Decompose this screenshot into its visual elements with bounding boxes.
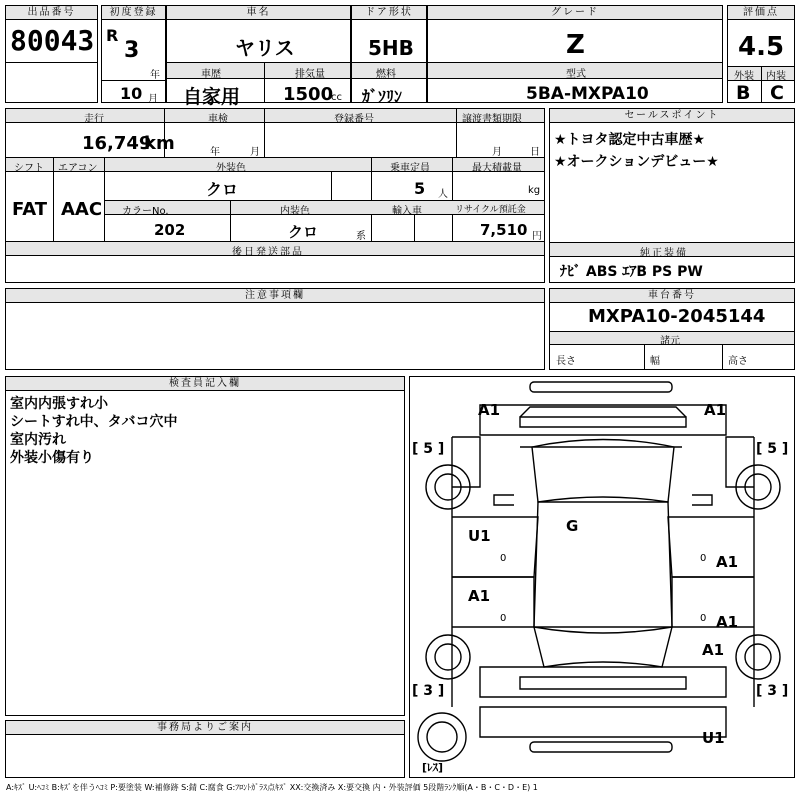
lot-number: 80043 [10,24,95,57]
int-color-label: 内装色 [280,206,310,217]
mark-tire-rr: [ 3 ] [756,683,789,699]
caution-label: 注意事項欄 [6,289,544,303]
import-label: 輸入車 [392,206,422,217]
history-label: 車歴 [201,69,221,80]
spec-height: 高さ [728,356,748,367]
car-diagram [409,376,795,778]
ext-color: クロ [206,180,239,199]
mark-door-rl-zero: 0 [500,613,507,624]
fuel-label: 燃料 [376,69,396,80]
equipment-value: ﾅﾋﾞ ABS ｴｱB PS PW [560,264,703,280]
chassis-label: 車台番号 [550,289,794,303]
score-label: 評価点 [728,6,794,20]
car-name-box [166,5,351,108]
inspector-label: 検査員記入欄 [6,377,404,391]
car-outline [410,377,796,779]
office-box [5,720,405,778]
reg-number-label: 登録番号 [334,114,374,125]
int-color-unit: 系 [356,231,366,242]
int-color: クロ [288,223,319,241]
first-reg-box [101,5,166,103]
recycle-unit: 円 [532,231,542,242]
mark-door-rl: A1 [468,587,491,605]
inspector-box [5,376,405,716]
legend-footer: A:ｷｽﾞ U:ﾍｺﾐ B:ｷｽﾞを伴うﾍｺﾐ P:要塗装 W:補修跡 S:錆 C:腐食 G:ﾌﾛﾝﾄｶﾞﾗｽ点ｷｽﾞ XX:交換済み X:要交換 内・外装評価 5段階ﾗﾝｸ順(A・B・C・D・E) 1 [6,783,538,792]
year-unit: 年 [150,70,160,81]
max-load-label: 最大積載量 [472,163,522,174]
month-num: 10 [120,84,143,103]
shift: FAT [12,199,48,220]
mark-spare: [ﾚｽ] [422,761,444,774]
first-reg-label: 初度登録 [102,6,165,20]
mileage-unit: km [144,133,175,154]
model: 5BA-MXPA10 [526,84,649,104]
door-box [351,5,427,106]
ac-label: エアコン [58,163,98,174]
office-label: 事務局よりご案内 [6,721,404,735]
displacement-unit: cc [331,92,342,103]
exterior-rank: B [736,82,751,104]
interior-label: 内装 [766,71,786,82]
grade-label: グレード [428,6,722,20]
inspection-year: 年 [210,147,220,158]
spec-width: 幅 [650,356,660,367]
later-parts-label: 後日発送部品 [232,247,304,258]
inspection-label: 車検 [208,114,228,125]
car-name: ヤリス [235,36,295,60]
mark-door-rr: A1 [716,613,739,631]
history: 自家用 [183,86,241,108]
sales-label: セールスポイント [550,109,794,123]
door: 5HB [368,36,414,60]
max-load-unit: kg [528,185,541,196]
sales-box [549,108,795,283]
recycle-label: リサイクル預託金 [455,205,526,215]
capacity-unit: 人 [438,189,448,200]
mark-door-fl-zero: 0 [500,553,507,564]
mark-rear: U1 [702,729,725,747]
lot-box [5,5,98,103]
capacity-label: 乗車定員 [390,163,430,174]
transfer-day: 日 [530,147,540,158]
inspector-note-3: 室内汚れ [10,432,66,448]
chassis-number: MXPA10-2045144 [588,306,766,327]
displacement: 1500 [283,84,334,105]
year-num: 3 [124,38,140,63]
displacement-label: 排気量 [295,69,325,80]
sales-line-1: ★トヨタ認定中古車歴★ [554,132,706,148]
mark-front-right: A1 [704,401,727,419]
mark-tire-fr: [ 5 ] [756,441,789,457]
spec-label: 諸元 [660,336,680,347]
era: R [106,26,119,45]
model-label: 型式 [566,69,586,80]
mark-door-fl: U1 [468,527,491,545]
lot-label: 出品番号 [6,6,97,20]
recycle: 7,510 [480,221,528,239]
spec-length: 長さ [556,356,576,367]
exterior-label: 外装 [734,71,754,82]
mark-tire-rl: [ 3 ] [412,683,445,699]
interior-rank: C [770,82,784,104]
transfer-month: 月 [492,147,502,158]
sales-line-2: ★オークションデビュー★ [554,154,719,170]
ext-color-label: 外装色 [216,163,246,174]
inspector-note-4: 外装小傷有り [10,450,94,466]
spec-block [5,108,545,283]
mark-door-fr-zero: 0 [700,553,707,564]
color-no: 202 [154,221,186,239]
door-label: ドア形状 [352,6,426,20]
inspection-month: 月 [250,147,260,158]
ac: AAC [61,199,103,220]
color-no-label: カラーNo. [122,206,169,217]
caution-box [5,288,545,370]
score: 4.5 [738,32,785,62]
mark-roof: G [566,517,579,535]
grade-box [427,5,723,103]
mileage-label: 走行 [84,114,104,125]
mark-front-left: A1 [478,401,501,419]
car-name-label: 車名 [167,6,350,20]
chassis-box [549,288,795,370]
score-box [727,5,795,103]
month-unit: 月 [148,94,158,105]
mark-door-fr: A1 [716,553,739,571]
fuel: ｶﾞｿﾘﾝ [362,87,403,106]
mark-quarter-right: A1 [702,641,725,659]
inspector-note-1: 室内内張すれ小 [10,396,108,412]
shift-label: シフト [14,163,44,174]
capacity: 5 [414,179,426,198]
inspector-note-2: シートすれ中、タバコ穴中 [10,414,178,430]
mileage: 16,749 [82,133,152,154]
equipment-label: 純正装備 [640,248,688,259]
transfer-label: 譲渡書類期限 [462,114,522,125]
mark-door-rr-zero: 0 [700,613,707,624]
grade: Z [566,30,585,60]
mark-tire-fl: [ 5 ] [412,441,445,457]
